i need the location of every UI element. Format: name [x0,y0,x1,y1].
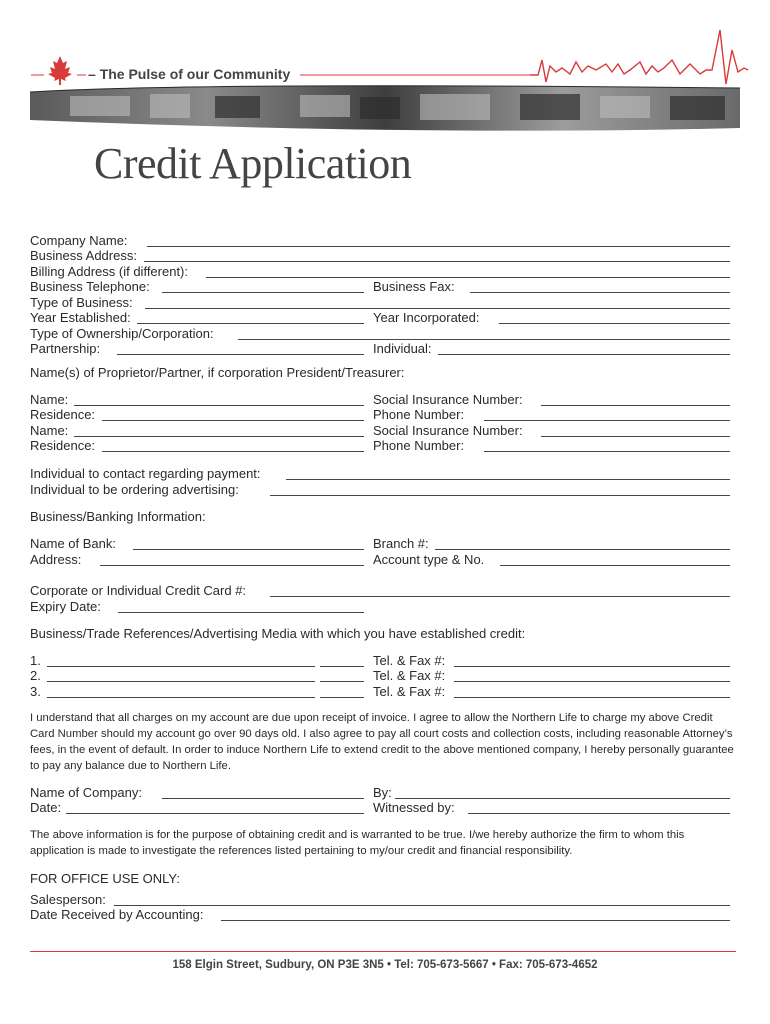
signature-date-label: Date: [30,800,62,815]
type-of-business-field[interactable] [145,295,730,309]
page-title: Credit Application [94,139,412,188]
reference-1-tel-label: Tel. & Fax #: [373,653,446,668]
branch-label: Branch #: [373,536,429,551]
account-label: Account type & No. [373,552,485,567]
tagline: – The Pulse of our Community [88,66,291,82]
date-received-field[interactable] [221,907,730,921]
business-fax-label: Business Fax: [373,279,455,294]
company-signature-field[interactable] [162,785,364,799]
business-address-label: Business Address: [30,248,137,263]
reference-2-name-field[interactable] [47,668,315,682]
proprietors-heading: Name(s) of Proprietor/Partner, if corporation President/Treasurer: [30,365,405,380]
reference-number: 1. [30,653,41,668]
phone-2-label: Phone Number: [373,438,465,453]
reference-3-extra-field[interactable] [320,684,364,698]
company-signature-label: Name of Company: [30,785,142,800]
company-name-field[interactable] [147,233,730,247]
bank-name-field[interactable] [133,536,364,550]
year-established-field[interactable] [137,310,364,324]
maple-leaf-icon [48,56,72,85]
banking-heading: Business/Banking Information: [30,509,206,524]
witnessed-label: Witnessed by: [373,800,455,815]
residence-1-label: Residence: [30,407,96,422]
partnership-label: Partnership: [30,341,101,356]
bank-address-label: Address: [30,552,82,567]
account-field[interactable] [500,552,730,566]
footer-divider [30,951,736,952]
expiry-date-field[interactable] [118,599,364,613]
billing-address-field[interactable] [206,264,730,278]
phone-1-field[interactable] [484,407,730,421]
proprietor-name-1-label: Name: [30,392,69,407]
phone-1-label: Phone Number: [373,407,465,422]
agreement-text: I understand that all charges on my account are due upon receipt of invoice. I agree to allow the Northern Life to charge my above Credit Card Number should my account go over 90 days old. I also agree to pay all court costs and collection costs, including reasonable Attorney’s fees, in the event of default. In order to induce Northern Life to extend credit to the above mentioned company, I hereby personally guarantee to pay any balance due to Northern Life. [30,712,734,772]
residence-2-field[interactable] [102,438,364,452]
payment-contact-label: Individual to contact regarding payment: [30,466,261,481]
sin-2-field[interactable] [541,423,730,437]
type-of-ownership-field[interactable] [238,326,730,340]
expiry-date-label: Expiry Date: [30,599,101,614]
by-label: By: [373,785,392,800]
bank-address-field[interactable] [100,552,364,566]
date-received-label: Date Received by Accounting: [30,907,204,922]
residence-1-field[interactable] [102,407,364,421]
pulse-line-icon [530,30,748,84]
reference-1-name-field[interactable] [47,653,315,667]
sin-1-label: Social Insurance Number: [373,392,523,407]
bank-name-label: Name of Bank: [30,536,116,551]
references-heading: Business/Trade References/Advertising Media with which you have established credit: [30,626,526,641]
business-telephone-field[interactable] [162,279,364,293]
phone-2-field[interactable] [484,438,730,452]
business-address-field[interactable] [144,248,730,262]
reference-1-tel-field[interactable] [454,653,730,667]
type-of-business-label: Type of Business: [30,295,133,310]
salesperson-label: Salesperson: [30,892,106,907]
billing-address-label: Billing Address (if different): [30,264,188,279]
footer-address: 158 Elgin Street, Sudbury, ON P3E 3N5 • Tel: 705-673-5667 • Fax: 705-673-4652 [172,959,598,971]
proprietor-name-1-field[interactable] [74,392,364,406]
credit-card-field[interactable] [270,583,730,597]
credit-card-label: Corporate or Individual Credit Card #: [30,583,247,598]
business-telephone-label: Business Telephone: [30,279,150,294]
reference-3-name-field[interactable] [47,684,315,698]
witnessed-field[interactable] [468,800,730,814]
ordering-contact-field[interactable] [270,482,730,496]
reference-number: 3. [30,684,41,699]
individual-label: Individual: [373,341,432,356]
salesperson-field[interactable] [114,892,730,906]
reference-2-tel-label: Tel. & Fax #: [373,668,446,683]
signature-date-field[interactable] [66,800,364,814]
reference-2-extra-field[interactable] [320,668,364,682]
payment-contact-field[interactable] [286,466,730,480]
reference-1-extra-field[interactable] [320,653,364,667]
business-fax-field[interactable] [470,279,730,293]
reference-3-tel-field[interactable] [454,684,730,698]
by-field[interactable] [395,785,730,799]
residence-2-label: Residence: [30,438,96,453]
reference-2-tel-field[interactable] [454,668,730,682]
reference-3-tel-label: Tel. & Fax #: [373,684,446,699]
office-use-heading: FOR OFFICE USE ONLY: [30,871,181,886]
year-incorporated-label: Year Incorporated: [373,310,480,325]
partnership-field[interactable] [117,341,364,355]
proprietor-name-2-label: Name: [30,423,69,438]
branch-field[interactable] [435,536,730,550]
proprietor-name-2-field[interactable] [74,423,364,437]
authorization-text: The above information is for the purpose of obtaining credit and is warranted to be true. I/we hereby authorize the firm to whom this application is made to investigate the references listed pertaining to my/our credit and financial responsibility. [30,829,685,857]
sin-2-label: Social Insurance Number: [373,423,523,438]
reference-number: 2. [30,668,41,683]
type-of-ownership-label: Type of Ownership/Corporation: [30,326,214,341]
ordering-contact-label: Individual to be ordering advertising: [30,482,239,497]
year-established-label: Year Established: [30,310,131,325]
sin-1-field[interactable] [541,392,730,406]
year-incorporated-field[interactable] [499,310,730,324]
company-name-label: Company Name: [30,233,128,248]
individual-field[interactable] [438,341,730,355]
